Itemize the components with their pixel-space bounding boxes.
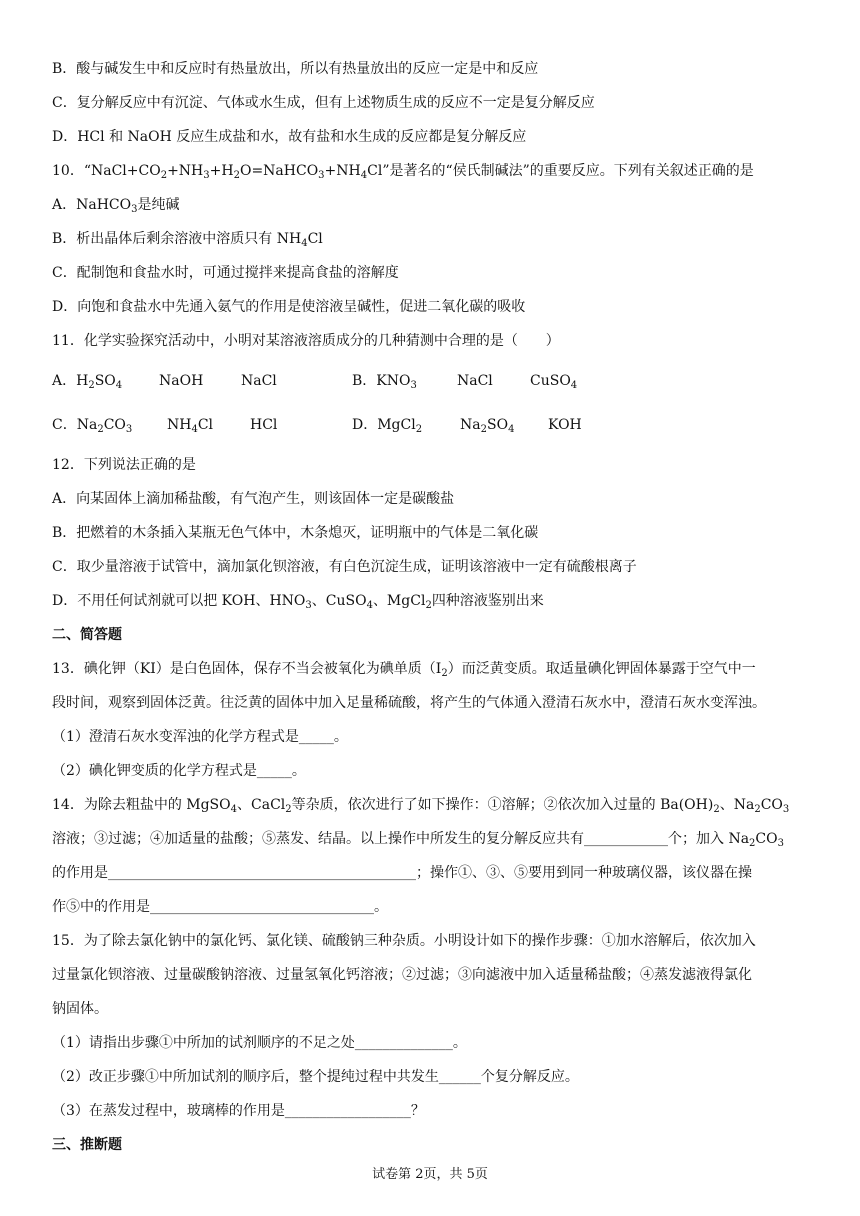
- q11-d2: $Na_2SO_4$: [460, 417, 515, 435]
- q11-b3: CuSO$_4$: [530, 373, 578, 391]
- q15-line-3: 钠固体。: [52, 1001, 108, 1017]
- q10-option-c: C．配制饱和食盐水时，可通过搅拌来提高食盐的溶解度: [52, 265, 399, 281]
- q12-option-b: B．把燃着的木条插入某瓶无色气体中，木条熄灭，证明瓶中的气体是二氧化碳: [52, 525, 539, 541]
- q11-a1: A．$H_2SO_4$: [52, 373, 123, 391]
- q12-option-d: D．不用任何试剂就可以把 KOH、$HNO_3$、CuSO$_4$、MgCl$_2$四种溶液鉴别出来: [52, 593, 544, 611]
- q14-line-1: 14．为除去粗盐中的 MgSO$_4$、CaCl$_2$等杂质，依次进行了如下操作：①溶解；②依次加入过量的 $Ba(OH)_2$、$Na_2CO_3$: [52, 797, 790, 815]
- q14-line-4: 作⑤中的作用是________________________________。: [52, 899, 388, 915]
- q9-option-b: B．酸与碱发生中和反应时有热量放出，所以有热量放出的反应一定是中和反应: [52, 61, 539, 77]
- q12-option-a: A．向某固体上滴加稀盐酸，有气泡产生，则该固体一定是碳酸盐: [52, 491, 455, 507]
- q11-stem: 11．化学实验探究活动中，小明对某溶液溶质成分的几种猜测中合理的是（ ）: [52, 333, 560, 349]
- q14-line-3: 的作用是____________________________________________；操作①、③、⑤要用到同一种玻璃仪器，该仪器在操: [52, 865, 752, 881]
- q11-b1: B．$KNO_3$: [352, 373, 417, 391]
- q9-option-c: C．复分解反应中有沉淀、气体或水生成，但有上述物质生成的反应不一定是复分解反应: [52, 95, 595, 111]
- q11-c3: HCl: [250, 417, 278, 433]
- q12-option-c: C．取少量溶液于试管中，滴加氯化钡溶液，有白色沉淀生成，证明该溶液中一定有硫酸根离子: [52, 559, 637, 575]
- section-heading-inference: 三、推断题: [52, 1137, 122, 1153]
- q15-sub-2: （2）改正步骤①中所加试剂的顺序后，整个提纯过程中共发生______个复分解反应。: [52, 1069, 579, 1085]
- q13-sub-1: （1）澄清石灰水变浑浊的化学方程式是_____。: [52, 729, 348, 745]
- q13-sub-2: （2）碘化钾变质的化学方程式是_____。: [52, 763, 306, 779]
- q10-option-a: A．NaHCO$_3$是纯碱: [52, 197, 180, 215]
- section-heading-short-answer: 二、简答题: [52, 627, 122, 643]
- q13-line-2: 段时间，观察到固体泛黄。往泛黄的固体中加入足量稀硫酸，将产生的气体通入澄清石灰水中，澄清石灰水变浑浊。: [52, 695, 766, 711]
- q12-stem: 12．下列说法正确的是: [52, 457, 196, 473]
- q14-line-2: 溶液；③过滤；④加适量的盐酸；⑤蒸发、结晶。以上操作中所发生的复分解反应共有____________个；加入 $Na_2CO_3$: [52, 831, 784, 849]
- page-footer: 试卷第 2页，共 5页: [372, 1167, 488, 1182]
- q15-line-2: 过量氯化钡溶液、过量碳酸钠溶液、过量氢氧化钙溶液；②过滤；③向滤液中加入适量稀盐酸；④蒸发滤液得氯化: [52, 967, 752, 983]
- q10-option-b: B．析出晶体后剩余溶液中溶质只有 $NH_4Cl$: [52, 231, 323, 249]
- q11-c1: C．$Na_2CO_3$: [52, 417, 133, 435]
- q9-option-d: D．HCl 和 NaOH 反应生成盐和水，故有盐和水生成的反应都是复分解反应: [52, 129, 527, 145]
- q11-a2: NaOH: [159, 373, 204, 389]
- q11-d3: KOH: [548, 417, 582, 433]
- q11-b2: NaCl: [457, 373, 493, 389]
- q11-d1: D．MgCl$_2$: [352, 417, 423, 435]
- q15-sub-1: （1）请指出步骤①中所加的试剂顺序的不足之处______________。: [52, 1035, 467, 1051]
- q13-line-1: 13．碘化钾（KI）是白色固体，保存不当会被氧化为碘单质$(I_2)$而泛黄变质。取适量碘化钾固体暴露于空气中一: [52, 661, 756, 679]
- q15-sub-3: （3）在蒸发过程中，玻璃棒的作用是__________________？: [52, 1103, 425, 1119]
- q10-option-d: D．向饱和食盐水中先通入氨气的作用是使溶液呈碱性，促进二氧化碳的吸收: [52, 299, 526, 315]
- q15-line-1: 15．为了除去氯化钠中的氯化钙、氯化镁、硫酸钠三种杂质。小明设计如下的操作步骤：①加水溶解后，依次加入: [52, 933, 756, 949]
- q11-c2: $NH_4Cl$: [167, 417, 214, 435]
- q11-a3: NaCl: [241, 373, 277, 389]
- q10-stem: 10．“$NaCl+CO_2+NH_3+H_2O=NaHCO_3+NH_4Cl$”是著名的“侯氏制碱法”的重要反应。下列有关叙述正确的是: [52, 163, 754, 181]
